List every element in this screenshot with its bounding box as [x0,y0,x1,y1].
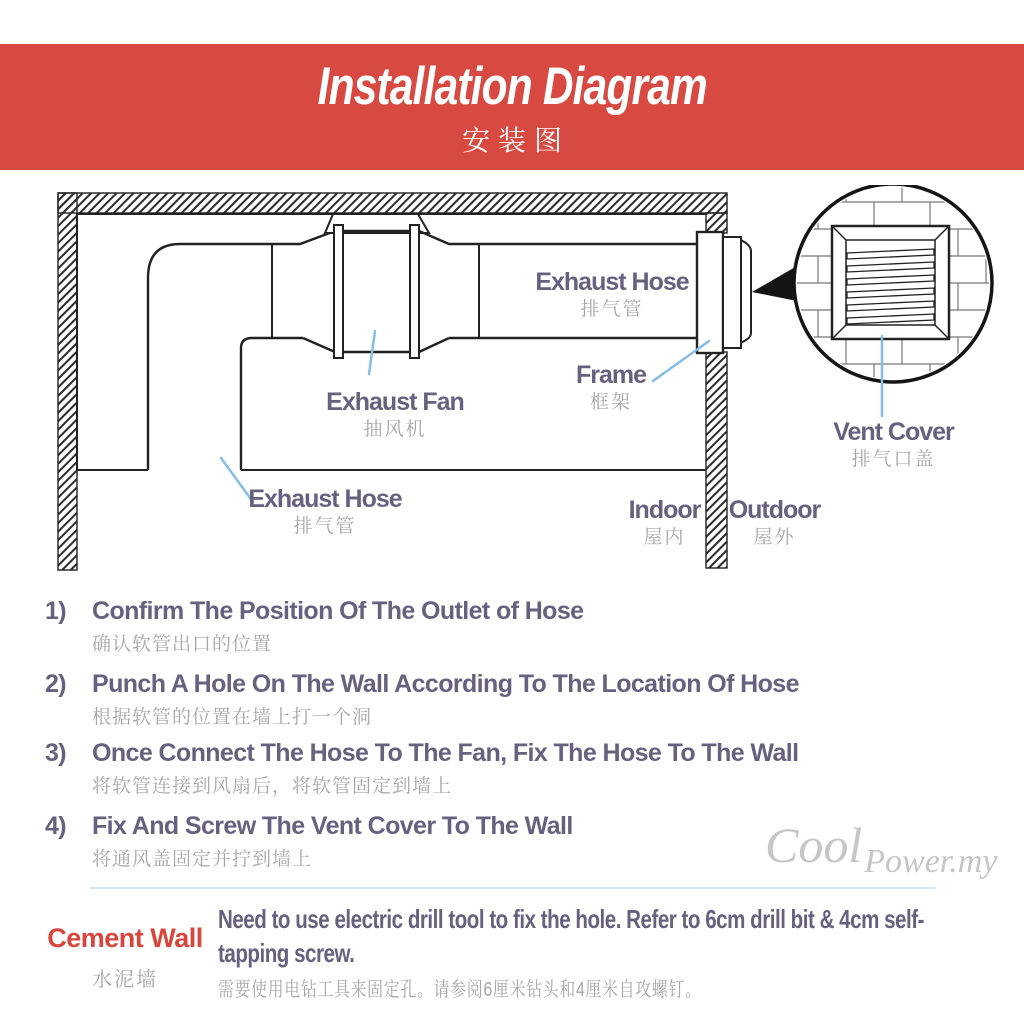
step-text-en: Once Connect The Hose To The Fan, Fix The Hose To The Wall [92,739,799,767]
instruction-step-3 [45,739,798,798]
label-exhaust-hose-top: Exhaust Hose 排气管 [535,268,689,320]
step-text-zh: 将通风盖固定并拧到墙上 [92,849,313,870]
installation-diagram-canvas [0,185,1024,605]
step-text-en: Fix And Screw The Vent Cover To The Wall [92,812,573,840]
wall-left-hatch [58,193,77,570]
wall-right-upper-hatch [706,213,727,233]
logo-text-cool: Cool [765,817,863,873]
label-outdoor: Outdoor 屋外 [728,496,821,548]
drill-note [218,902,976,1002]
cement-wall-label [40,923,210,992]
exhaust-hose-elbow-inner [241,338,303,470]
drill-note-en: Need to use electric drill tool to fix the hole. Refer to 6cm drill bit & 4cm self-tapping screw. [218,904,924,968]
label-vent-cover: Vent Cover 排气口盖 [833,418,954,470]
cement-wall-en: Cement Wall [47,923,203,953]
footer-divider [90,887,935,889]
step-number: 4) [45,812,67,840]
fan-inlet-taper [272,231,335,352]
frame-side-view [697,232,723,353]
step-text-en: Punch A Hole On The Wall According To The Location Of Hose [92,670,799,698]
fan-flange-right [410,225,419,358]
instruction-step-4 [45,812,573,871]
vent-cover-cap-side [741,240,751,343]
logo-text-power: Power.my [864,843,998,880]
vent-cover-body-side [723,237,741,348]
label-exhaust-fan: Exhaust Fan 抽风机 [326,388,464,440]
coolpower-logo [765,816,998,880]
wall-ceiling-hatch [58,193,727,213]
label-frame: Frame 框架 [575,361,647,413]
cement-wall-zh: 水泥墙 [92,969,158,991]
label-indoor: Indoor 屋内 [628,496,701,548]
callout-arrow-icon [752,266,797,301]
step-text-zh: 根据软管的位置在墙上打一个洞 [92,707,373,728]
vent-cover-front-view [832,226,949,339]
exhaust-fan-body [343,231,410,352]
instruction-step-1 [45,597,583,656]
page-title-chinese: 安装图 [461,125,570,156]
page-title: Installation Diagram [317,57,707,116]
step-number: 1) [45,597,67,625]
step-text-zh: 将软管连接到风扇后，将软管固定到墙上 [92,776,453,797]
step-number: 2) [45,670,67,698]
label-exhaust-hose-left: Exhaust Hose 排气管 [248,485,402,537]
step-text-zh: 确认软管出口的位置 [92,634,273,655]
instruction-step-2 [45,670,799,729]
exhaust-hose-elbow-outer [148,244,272,470]
title-banner [0,44,1024,170]
fan-flange-left [334,225,343,358]
drill-note-zh: 需要使用电钻工具来固定孔。请参阅6厘米钻头和4厘米自攻螺钉。 [218,979,702,1001]
step-text-en: Confirm The Position Of The Outlet of Hose [92,597,584,625]
step-number: 3) [45,739,67,767]
